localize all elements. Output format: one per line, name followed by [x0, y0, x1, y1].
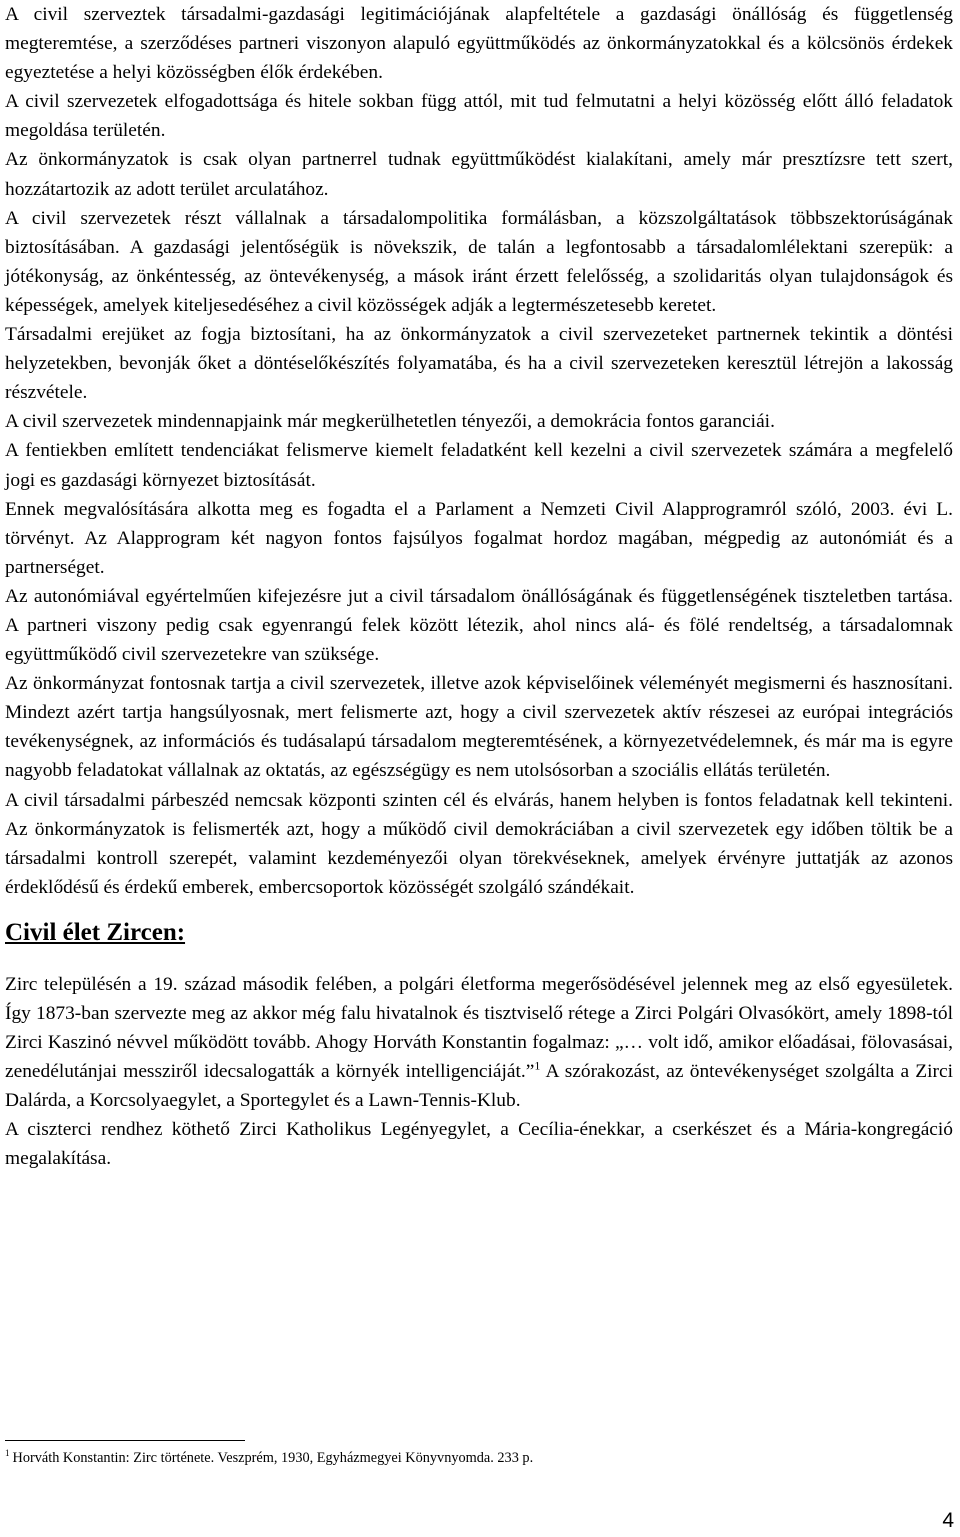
section-heading: Civil élet Zircen: — [5, 918, 186, 946]
paragraph: A civil szervezetek mindennapjaink már megkerülhetetlen tényezői, a demokrácia fontos garanciái. — [5, 411, 775, 433]
body-text — [5, 0, 953, 902]
footnote-number: 1 — [5, 1448, 10, 1459]
document-page — [5, 0, 953, 1174]
paragraph: Társadalmi erejüket az fogja biztosítani, ha az önkormányzatok a civil szervezeteket partnernek tekintik a döntési helyzetekben, bevonják őket a döntéselőkészítés folyamatába, és ha a civil szervezeteken keresztül létrejön a lakosság részvétele. — [5, 324, 953, 404]
zirc-paragraph-text: Zirc településén a 19. század második felében, a polgári életforma megerősödésével jelennek meg az első egyesületek. Így 1873-ban szervezte meg az akkor még falu hivatalnok és tisztviselő rétege a Zirci Polgári Olvasókört, amely 1898-tól Zirci Kaszinó névvel működött tovább. Ahogy Horváth Konstantin fogalmaz: „… volt idő, amikor előadásai, fölovasásai, zenedélutánjai messziről idecsalogatták a környék intelligenciáját.” — [5, 973, 953, 1083]
paragraph: A civil szerveztek társadalmi-gazdasági legitimációjának alapfeltétele a gazdasági önállóság és függetlenség megteremtése, a szerződéses partneri viszonyon alapuló együttműködés az önkormányzatokkal és a kölcsönös érdekek egyeztetése a helyi közösségben élők érdekében. — [5, 4, 953, 84]
paragraph: A civil szervezetek elfogadottsága és hitele sokban függ attól, mit tud felmutatni a helyi közösség előtt álló feladatok megoldása területén. — [5, 91, 953, 142]
paragraph: Ennek megvalósítására alkotta meg es fogadta el a Parlament a Nemzeti Civil Alapprogramról szóló, 2003. évi L. törvényt. Az Alapprogram két nagyon fontos fajsúlyos fogalmat hordoz magában, mégpedig az autonómiát és a partnerséget. — [5, 498, 953, 578]
footnote-text: Horváth Konstantin: Zirc története. Veszprém, 1930, Egyházmegyei Könyvnyomda. 233 p. — [12, 1450, 534, 1466]
zirc-paragraph-text-continued: A szórakozást, az öntevékenységet szolgálta a Zirci Dalárda, a Korcsolyaegylet, a Sportegylet és a Lawn-Tennis-Klub. — [5, 1061, 953, 1112]
paragraph: A civil társadalmi párbeszéd nemcsak központi szinten cél és elvárás, hanem helyben is fontos feladatnak kell tekinteni. Az önkormányzatok is felismerték azt, hogy a működő civil demokráciában a civil szervezetek egy időben töltik be a társadalmi kontroll szerepét, valamint kezdeményezői olyan törekvéseknek, amelyek érvényre juttatják az azonos érdeklődésű és érdekű emberek, embercsoportok közösségét szolgáló szándékait. — [5, 789, 953, 898]
paragraph: A fentiekben említett tendenciákat felismerve kiemelt feladatként kell kezelni a civil szervezetek számára a megfelelő jogi es gazdasági környezet biztosítását. — [5, 440, 953, 491]
footnote-separator — [5, 1440, 245, 1441]
paragraph: Az önkormányzat fontosnak tartja a civil szervezetek, illetve azok képviselőinek véleményét megismerni és hasznosítani. Mindezt azért tartja hangsúlyosnak, mert felismerte azt, hogy a civil szervezetek aktív részesei az európai integrációs tevékenységnek, az információs és tudásalapú társadalom megteremtésének, a környezetvédelemnek, és már ma is egyre nagyobb feladatokat vállalnak az oktatás, az egészségügy es nem utolsósorban a szociális ellátás területén. — [5, 673, 953, 782]
page-number: 4 — [942, 1509, 954, 1532]
paragraph: Az önkormányzatok is csak olyan partnerrel tudnak együttműködést kialakítani, amely már presztízsre tett szert, hozzátartozik az adott terület arculatához. — [5, 149, 953, 200]
paragraph: Az autonómiával egyértelműen kifejezésre jut a civil társadalom önállóságának és függetlenségének tiszteletben tartása. A partneri viszony pedig csak egyenrangú felek között létezik, ahol nincs alá- és fölé rendeltség, a társadalomnak együttműködő civil szervezetekre van szüksége. — [5, 585, 953, 666]
footnote-reference[interactable]: 1 — [534, 1058, 541, 1073]
zirc-paragraph — [5, 970, 953, 1115]
paragraph: A civil szervezetek részt vállalnak a társadalompolitika formálásban, a közszolgáltatások többszektorúságának biztosításában. A gazdasági jelentőségük is növekszik, de talán a legfontosabb a társadalomlélektani szerepük: a jótékonyság, az önkéntesség, az öntevékenység, a mások iránt érzett felelősség, a szolidaritás olyan tulajdonságok és képességek, amelyek kiteljesedéséhez a civil közösségek adják a legtermészetesebb keretet. — [5, 207, 953, 316]
zirc-paragraph-2: A ciszterci rendhez köthető Zirci Katholikus Legényegylet, a Cecília-énekkar, a cserkészet és a Mária-kongregáció megalakítása. — [5, 1119, 953, 1170]
footnote — [5, 1449, 533, 1467]
